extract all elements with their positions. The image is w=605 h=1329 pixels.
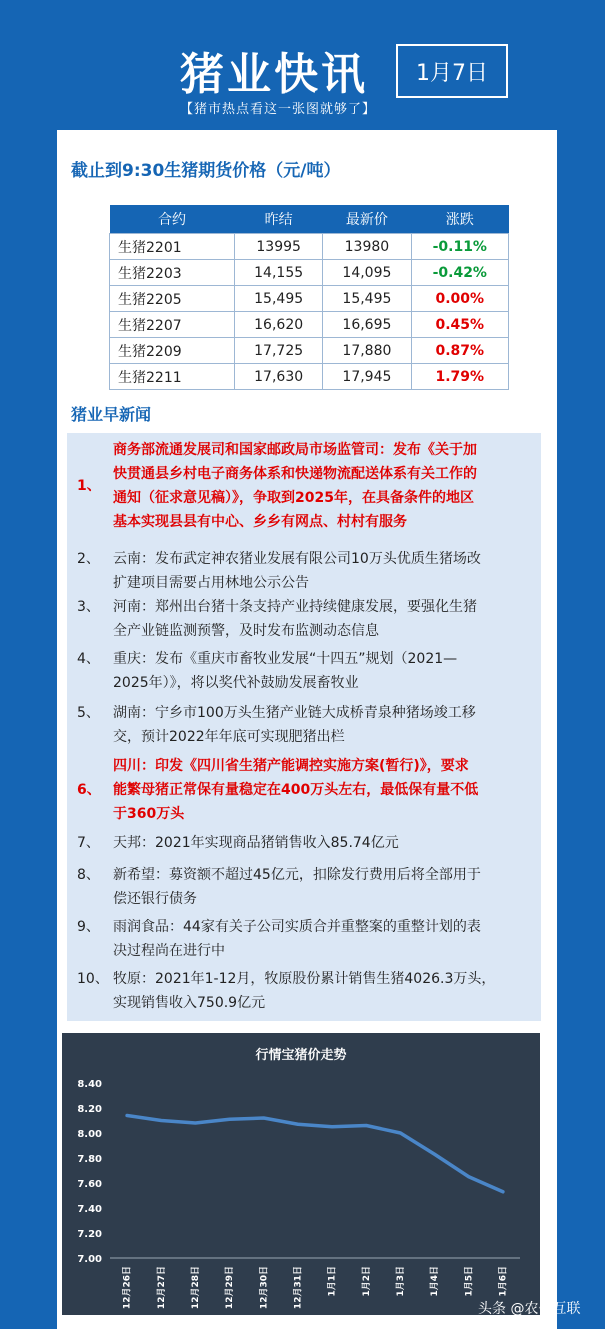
table-row [110, 260, 509, 286]
table-cell-prev: 13995 [235, 234, 323, 260]
news-item-text [113, 754, 533, 826]
news-item-number: 5、 [77, 705, 100, 721]
column-header: 涨跌 [411, 205, 508, 234]
news-item-text [113, 438, 533, 534]
table-cell-contract: 生猪2205 [110, 286, 235, 312]
news-item-line: 通知（征求意见稿）》，争取到2025年，在具备条件的地区 [113, 490, 474, 506]
news-item-text [113, 547, 533, 595]
news-item-text [113, 647, 533, 695]
table-cell-change: 0.87% [411, 338, 508, 364]
news-item-text [113, 915, 533, 963]
table-cell-change: 0.45% [411, 312, 508, 338]
price-chart [62, 1033, 540, 1315]
news-item-line: 交，预计2022年年底可实现肥猪出栏 [113, 729, 345, 745]
news-item-line: 河南：郑州出台猪十条支持产业持续健康发展，要强化生猪 [113, 599, 477, 615]
news-item-line: 天邦：2021年实现商品猪销售收入85.74亿元 [113, 835, 399, 851]
data-point [433, 1153, 436, 1156]
table-cell-latest: 16,695 [323, 312, 411, 338]
news-item-line: 快贯通县乡村电子商务体系和快递物流配送体系有关工作的 [113, 466, 477, 482]
data-point [160, 1119, 163, 1122]
y-tick-label: 7.40 [77, 1204, 102, 1215]
news-list [67, 433, 541, 1021]
news-item-line: 能繁母猪正常保有量稳定在400万头左右，最低保有量不低 [113, 782, 479, 798]
news-item-number: 9、 [77, 919, 100, 935]
table-row [110, 338, 509, 364]
date-badge: 1月7日 [396, 44, 508, 98]
news-item-number: 8、 [77, 867, 100, 883]
table-cell-contract: 生猪2209 [110, 338, 235, 364]
x-tick-label: 1月2日 [361, 1266, 372, 1297]
x-tick-label: 12月27日 [156, 1266, 167, 1310]
column-header: 合约 [110, 205, 235, 234]
table-cell-latest: 17,945 [323, 364, 411, 390]
data-point [365, 1124, 368, 1127]
table-cell-change: -0.11% [411, 234, 508, 260]
x-tick-label: 1月5日 [464, 1266, 475, 1297]
table-cell-contract: 生猪2203 [110, 260, 235, 286]
news-item-line: 实现销售收入750.9亿元 [113, 995, 266, 1011]
data-point [501, 1190, 504, 1193]
table-cell-prev: 17,725 [235, 338, 323, 364]
x-tick-label: 12月29日 [225, 1266, 236, 1310]
column-header: 昨结 [235, 205, 323, 234]
page-title: 猪业快讯 [180, 49, 368, 100]
news-item-line: 新希望：募资额不超过45亿元，扣除发行费用后将全部用于 [113, 867, 481, 883]
table-row [110, 234, 509, 260]
table-header-row [110, 205, 509, 234]
data-point [467, 1175, 470, 1178]
x-tick-label: 12月26日 [122, 1266, 133, 1310]
table-cell-prev: 14,155 [235, 260, 323, 286]
news-item-number: 4、 [77, 651, 100, 667]
news-item-number: 2、 [77, 551, 100, 567]
x-tick-label: 12月30日 [259, 1266, 270, 1310]
y-tick-label: 7.60 [77, 1179, 102, 1190]
news-item-line: 湖南：宁乡市100万头生猪产业链大成桥青泉种猪场竣工移 [113, 705, 476, 721]
news-item-line: 重庆：发布《重庆市畜牧业发展“十四五”规划（2021— [113, 651, 458, 667]
y-tick-label: 7.20 [77, 1229, 102, 1240]
news-item-text [113, 863, 533, 911]
table-cell-contract: 生猪2201 [110, 234, 235, 260]
table-row [110, 364, 509, 390]
y-tick-label: 7.80 [77, 1154, 102, 1165]
news-item-line: 偿还银行债务 [113, 891, 197, 907]
table-cell-latest: 15,495 [323, 286, 411, 312]
x-tick-label: 1月1日 [327, 1266, 338, 1297]
watermark: 头条 @农信互联 [478, 1301, 581, 1317]
news-item-number: 3、 [77, 599, 100, 615]
news-item-text [113, 595, 533, 643]
futures-title: 截止到9:30生猪期货价格（元/吨） [71, 161, 341, 181]
table-cell-change: 1.79% [411, 364, 508, 390]
news-item-line: 扩建项目需要占用林地公示公告 [113, 575, 309, 591]
x-tick-label: 1月6日 [498, 1266, 509, 1297]
news-item-line: 决过程尚在进行中 [113, 943, 225, 959]
y-tick-label: 7.00 [77, 1254, 102, 1265]
y-tick-label: 8.00 [77, 1129, 102, 1140]
news-item-line: 云南：发布武定神农猪业发展有限公司10万头优质生猪场改 [113, 551, 481, 567]
news-item-number: 10、 [77, 971, 109, 987]
news-item-line: 全产业链监测预警，及时发布监测动态信息 [113, 623, 379, 639]
x-tick-label: 1月3日 [395, 1266, 406, 1297]
content-panel [57, 130, 557, 1329]
y-tick-label: 8.20 [77, 1104, 102, 1115]
data-point [194, 1122, 197, 1125]
news-item-number: 7、 [77, 835, 100, 851]
futures-table [109, 205, 509, 390]
page-subtitle: 【猪市热点看这一张图就够了】 [180, 102, 377, 117]
table-cell-prev: 15,495 [235, 286, 323, 312]
chart-title: 行情宝猪价走势 [255, 1048, 347, 1063]
news-title: 猪业早新闻 [71, 405, 152, 424]
header [0, 0, 605, 130]
table-cell-change: -0.42% [411, 260, 508, 286]
news-item-line: 雨润食品：44家有关子公司实质合并重整案的重整计划的表 [113, 919, 481, 935]
news-item-line: 四川：印发《四川省生猪产能调控实施方案(暂行)》，要求 [113, 758, 469, 774]
news-item-line: 于360万头 [113, 806, 185, 822]
column-header: 最新价 [323, 205, 411, 234]
x-tick-label: 12月28日 [190, 1266, 201, 1310]
table-cell-contract: 生猪2211 [110, 364, 235, 390]
news-item-text [113, 701, 533, 749]
table-cell-change: 0.00% [411, 286, 508, 312]
table-cell-latest: 17,880 [323, 338, 411, 364]
table-cell-latest: 13980 [323, 234, 411, 260]
table-row [110, 312, 509, 338]
news-item-text [113, 831, 533, 855]
news-item-line: 2025年）》，将以奖代补鼓励发展畜牧业 [113, 675, 359, 691]
news-item-number: 6、 [77, 782, 101, 798]
table-cell-prev: 17,630 [235, 364, 323, 390]
data-point [228, 1118, 231, 1121]
x-tick-label: 1月4日 [430, 1266, 441, 1297]
news-item-number: 1、 [77, 478, 101, 494]
table-cell-prev: 16,620 [235, 312, 323, 338]
data-point [262, 1117, 265, 1120]
news-item-line: 基本实现县县有中心、乡乡有网点、村村有服务 [113, 514, 407, 530]
data-point [126, 1114, 129, 1117]
price-series-line [127, 1116, 503, 1192]
y-tick-label: 8.40 [77, 1079, 102, 1090]
news-item-line: 商务部流通发展司和国家邮政局市场监管司：发布《关于加 [113, 442, 477, 458]
table-cell-contract: 生猪2207 [110, 312, 235, 338]
table-row [110, 286, 509, 312]
news-item-text [113, 967, 533, 1015]
news-item-line: 牧原：2021年1-12月，牧原股份累计销售生猪4026.3万头， [113, 971, 496, 987]
table-cell-latest: 14,095 [323, 260, 411, 286]
data-point [331, 1125, 334, 1128]
price-chart-svg [62, 1033, 540, 1315]
data-point [296, 1123, 299, 1126]
x-tick-label: 12月31日 [293, 1266, 304, 1310]
data-point [399, 1132, 402, 1135]
